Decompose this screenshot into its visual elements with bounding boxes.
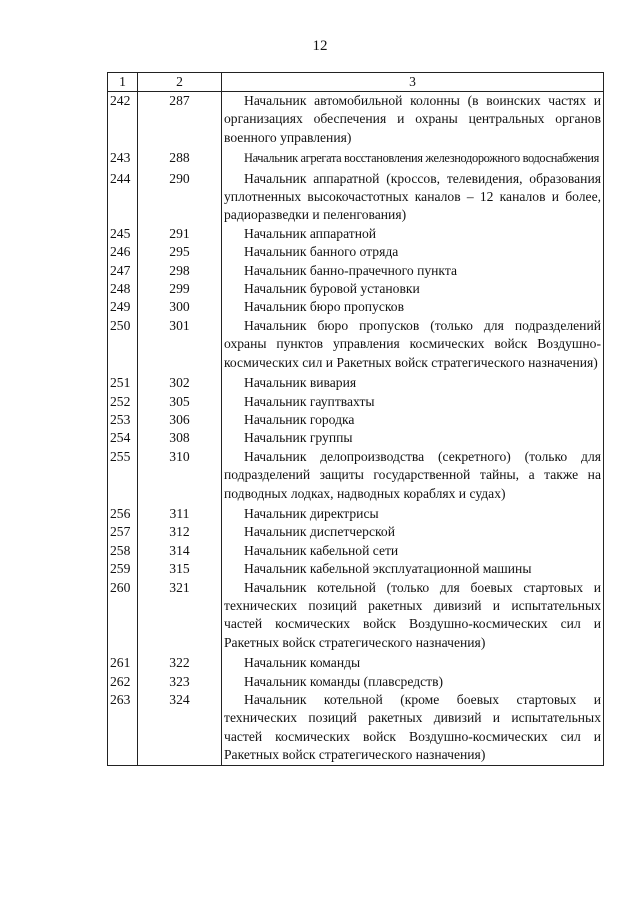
source-number: 324 — [138, 691, 222, 765]
table-body — [108, 92, 604, 766]
positions-table — [107, 72, 604, 766]
source-number: 305 — [138, 393, 222, 411]
row-number: 242 — [108, 92, 138, 148]
table-row — [108, 298, 604, 316]
row-number: 255 — [108, 448, 138, 503]
position-name — [222, 225, 604, 243]
page-number: 12 — [312, 38, 328, 54]
source-number: 301 — [138, 317, 222, 372]
position-name — [222, 393, 604, 411]
row-number: 244 — [108, 168, 138, 225]
table-row — [108, 280, 604, 298]
column-header-3: 3 — [222, 73, 604, 92]
position-text: Начальник кабельной эксплуатационной машины — [244, 561, 532, 577]
table-row — [108, 225, 604, 243]
source-number: 314 — [138, 542, 222, 560]
position-name — [222, 691, 604, 765]
position-name — [222, 448, 604, 503]
column-header-1: 1 — [108, 73, 138, 92]
source-number: 302 — [138, 372, 222, 392]
position-text: Начальник группы — [244, 430, 353, 446]
position-name — [222, 411, 604, 429]
position-text: Начальник аппаратной — [244, 225, 377, 241]
table-row — [108, 673, 604, 691]
row-number: 248 — [108, 280, 138, 298]
row-number: 263 — [108, 691, 138, 765]
row-number: 262 — [108, 673, 138, 691]
table-row — [108, 448, 604, 503]
row-number: 258 — [108, 542, 138, 560]
row-number: 249 — [108, 298, 138, 316]
column-header-2: 2 — [138, 73, 222, 92]
position-text: Начальник банно-прачечного пункта — [244, 262, 457, 278]
row-number: 259 — [108, 560, 138, 578]
position-text: Начальник котельной (только для боевых стартовых и технических позиций ракетных дивизий и испытательных частей космических войск Воздушно-космических сил и Ракетных войск стратегического назначения) — [224, 579, 601, 650]
row-number: 251 — [108, 372, 138, 392]
row-number: 257 — [108, 523, 138, 541]
position-text: Начальник диспетчерской — [244, 524, 395, 540]
position-name — [222, 147, 604, 167]
row-number: 246 — [108, 243, 138, 261]
source-number: 315 — [138, 560, 222, 578]
table-row — [108, 262, 604, 280]
table-row — [108, 579, 604, 653]
position-name — [222, 542, 604, 560]
source-number: 288 — [138, 147, 222, 167]
position-text: Начальник агрегата восстановления железнодорожного водоснабжения — [244, 151, 599, 166]
row-number: 243 — [108, 147, 138, 167]
position-text: Начальник делопроизводства (секретного) (только для подразделений защиты государственной тайны, а также на подводных лодках, надводных кораблях и судах) — [224, 448, 601, 501]
table-row — [108, 243, 604, 261]
source-number: 291 — [138, 225, 222, 243]
source-number: 300 — [138, 298, 222, 316]
table-row — [108, 523, 604, 541]
position-name — [222, 317, 604, 372]
position-text: Начальник аппаратной (кроссов, телевидения, образования уплотненных высокочастотных каналов – 12 каналов и более, радиоразведки и пеленгования) — [224, 170, 601, 223]
header-row — [108, 73, 604, 92]
row-number: 247 — [108, 262, 138, 280]
row-number: 252 — [108, 393, 138, 411]
row-number: 253 — [108, 411, 138, 429]
position-name — [222, 243, 604, 261]
table-row — [108, 147, 604, 167]
position-name — [222, 560, 604, 578]
source-number: 311 — [138, 503, 222, 523]
source-number: 287 — [138, 92, 222, 148]
table-row — [108, 92, 604, 148]
row-number: 254 — [108, 429, 138, 447]
row-number: 250 — [108, 317, 138, 372]
position-text: Начальник команды (плавсредств) — [244, 673, 444, 689]
position-text: Начальник бюро пропусков (только для подразделений охраны пунктов управления космических войск Воздушно-космических сил и Ракетных войск стратегического назначения) — [224, 317, 601, 370]
position-name — [222, 298, 604, 316]
position-text: Начальник директрисы — [244, 505, 379, 521]
position-name — [222, 673, 604, 691]
table-row — [108, 691, 604, 765]
position-text: Начальник команды — [244, 655, 361, 671]
source-number: 295 — [138, 243, 222, 261]
row-number: 261 — [108, 652, 138, 672]
position-name — [222, 372, 604, 392]
source-number: 308 — [138, 429, 222, 447]
position-text: Начальник автомобильной колонны (в воинских частях и организациях обеспечения и охраны центральных органов военного управления) — [224, 93, 601, 145]
table-row — [108, 560, 604, 578]
position-text: Начальник буровой установки — [244, 281, 420, 297]
table-row — [108, 168, 604, 225]
position-text: Начальник городка — [244, 411, 355, 427]
position-name — [222, 503, 604, 523]
source-number: 323 — [138, 673, 222, 691]
table-row — [108, 372, 604, 392]
source-number: 299 — [138, 280, 222, 298]
position-name — [222, 652, 604, 672]
table-row — [108, 542, 604, 560]
position-text: Начальник кабельной сети — [244, 542, 399, 558]
table-row — [108, 652, 604, 672]
source-number: 321 — [138, 579, 222, 653]
source-number: 306 — [138, 411, 222, 429]
table-row — [108, 393, 604, 411]
position-text: Начальник банного отряда — [244, 244, 399, 260]
position-name — [222, 280, 604, 298]
position-name — [222, 168, 604, 225]
table-row — [108, 503, 604, 523]
row-number: 260 — [108, 579, 138, 653]
position-name — [222, 92, 604, 148]
source-number: 290 — [138, 168, 222, 225]
position-name — [222, 429, 604, 447]
source-number: 298 — [138, 262, 222, 280]
source-number: 312 — [138, 523, 222, 541]
table-header — [108, 73, 604, 92]
position-name — [222, 262, 604, 280]
source-number: 310 — [138, 448, 222, 503]
table-row — [108, 317, 604, 372]
position-text: Начальник вивария — [244, 375, 357, 391]
position-name — [222, 523, 604, 541]
row-number: 245 — [108, 225, 138, 243]
position-text: Начальник котельной (кроме боевых стартовых и технических позиций ракетных дивизий и испытательных частей космических войск Воздушно-космических сил и Ракетных войск стратегического назначения) — [224, 692, 601, 763]
table-row — [108, 411, 604, 429]
position-name — [222, 579, 604, 653]
position-text: Начальник бюро пропусков — [244, 299, 404, 315]
table-row — [108, 429, 604, 447]
source-number: 322 — [138, 652, 222, 672]
position-text: Начальник гауптвахты — [244, 393, 375, 409]
row-number: 256 — [108, 503, 138, 523]
